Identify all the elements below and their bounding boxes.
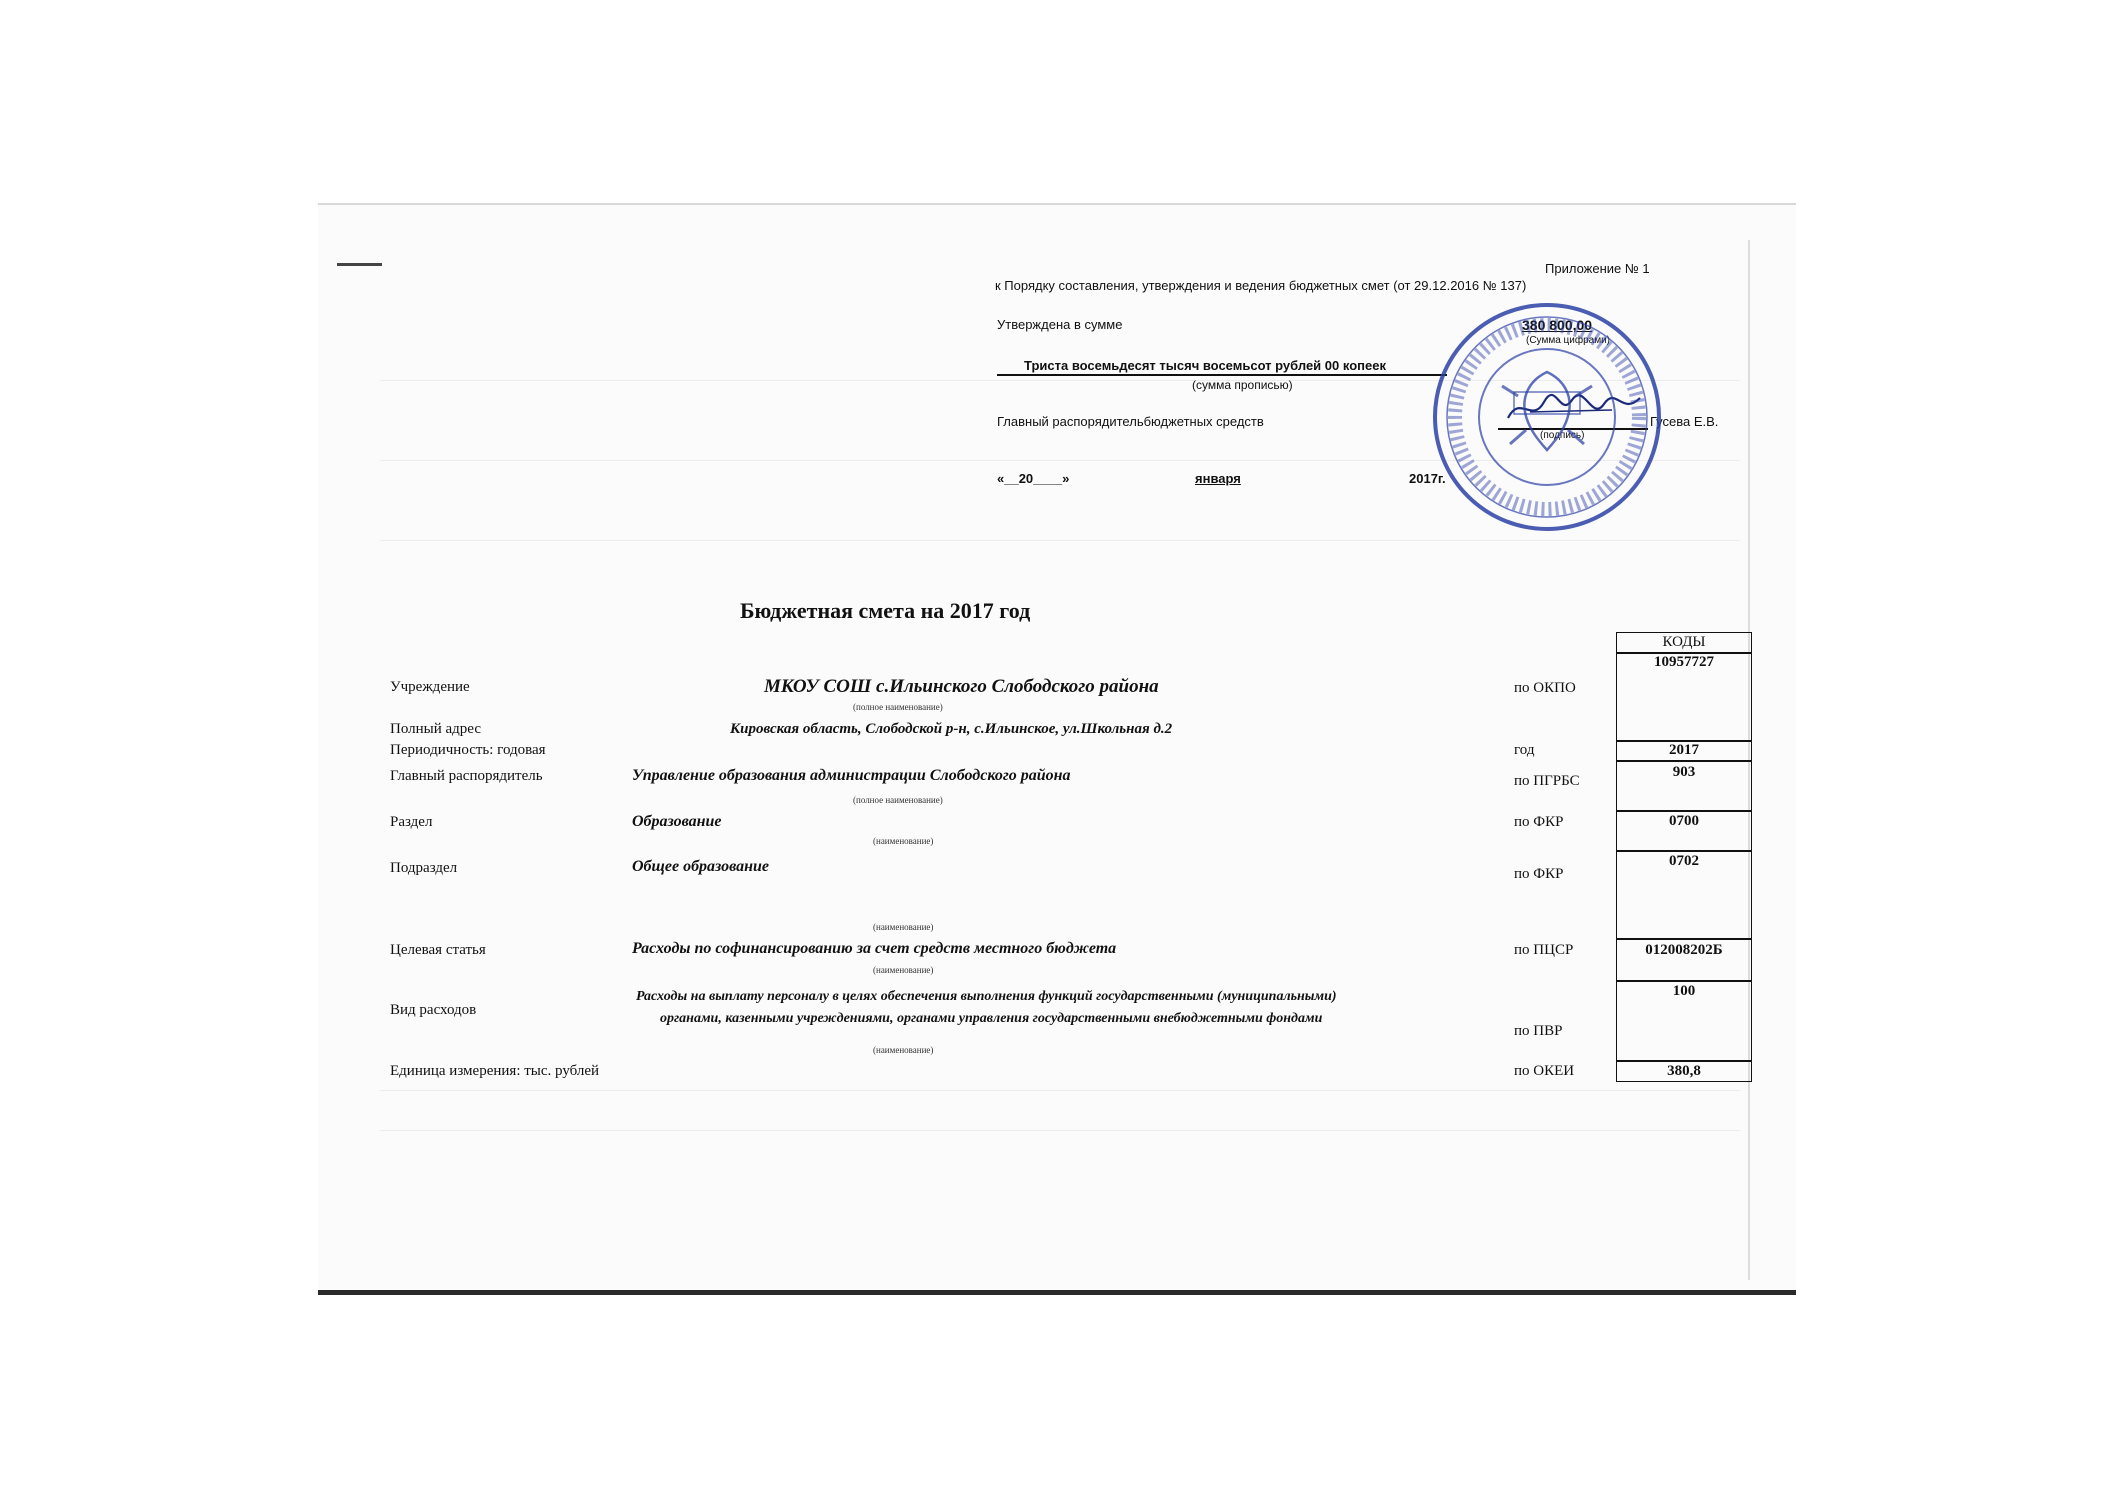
section-value: Образование [632,813,722,830]
subsection-label: Подраздел [390,860,458,876]
codes-divider [1616,810,1752,812]
amount-words-underline [997,374,1447,376]
bleed-line [380,1090,1740,1091]
manager-label: Главный распорядительбюджетных средств [997,414,1264,429]
chief-caption: (полное наименование) [853,795,943,805]
sheet-top-edge [318,203,1796,205]
subsection-caption: (наименование) [873,922,934,932]
code-year: 2017 [1669,742,1699,758]
expense-type-value-line1: Расходы на выплату персоналу в целях обеспечения выполнения функций государственными (муниципальными) [636,989,1337,1004]
institution-caption: (полное наименование) [853,702,943,712]
code-unit: 380,8 [1667,1063,1701,1079]
date-year: 2017г. [1409,471,1446,486]
address-label: Полный адрес [390,721,481,737]
codes-divider [1616,938,1752,940]
expense-type-caption: (наименование) [873,1045,934,1055]
address-value: Кировская область, Слободской р-н, с.Ильинское, ул.Школьная д.2 [730,721,1173,737]
periodicity-code-label: год [1514,742,1535,758]
section-label: Раздел [390,814,433,830]
approval-label: Утверждена в сумме [997,317,1123,332]
codes-divider [1616,850,1752,852]
target-label: Целевая статья [390,942,486,958]
chief-value: Управление образования администрации Слободского района [632,767,1071,784]
institution-code-label: по ОКПО [1514,680,1576,696]
digits-caption: (Сумма цифрами) [1526,335,1610,346]
target-value: Расходы по софинансированию за счет средств местного бюджета [632,940,1117,957]
unit-label: Единица измерения: тыс. рублей [390,1063,600,1079]
section-caption: (наименование) [873,836,934,846]
expense-type-value-line2: органами, казенными учреждениями, органами управления государственными внебюджетными фондами [660,1011,1323,1026]
code-subsection: 0702 [1669,853,1699,869]
section-code-label: по ФКР [1514,814,1564,830]
code-pgrbs: 903 [1672,764,1696,780]
target-code-label: по ПЦСР [1514,942,1574,958]
code-okpo: 10957727 [1654,654,1714,670]
target-caption: (наименование) [873,965,934,975]
signature-caption: (подпись) [1540,430,1585,441]
manager-name: Гусева Е.В. [1650,414,1719,429]
words-caption: (сумма прописью) [1192,378,1293,392]
codes-header: КОДЫ [1662,634,1706,650]
sheet-bottom-edge [318,1290,1796,1295]
institution-name: МКОУ СОШ с.Ильинского Слободского района [764,676,1159,697]
doc-title: Бюджетная смета на 2017 год [740,598,1031,623]
bleed-line [380,540,1740,541]
date-day: «__20____» [997,471,1070,486]
code-section: 0700 [1669,813,1699,829]
expense-type-label: Вид расходов [390,1002,477,1018]
subsection-value: Общее образование [632,858,770,875]
official-seal-icon [1430,300,1664,534]
expense-type-code-label: по ПВР [1514,1023,1563,1039]
unit-code-label: по ОКЕИ [1514,1063,1575,1079]
appendix-subtitle: к Порядку составления, утверждения и ведения бюджетных смет (от 29.12.2016 № 137) [995,278,1527,293]
approval-amount-digits: 380 800,00 [1522,317,1593,333]
appendix-title: Приложение № 1 [1545,261,1650,276]
subsection-code-label: по ФКР [1514,866,1564,882]
chief-label: Главный распорядитель [390,768,543,784]
codes-divider [1616,1060,1752,1062]
periodicity-label: Периодичность: годовая [390,742,546,758]
corner-mark [337,263,382,266]
codes-divider [1616,980,1752,982]
institution-label: Учреждение [390,679,470,695]
approval-amount-words: Триста восемьдесят тысяч восемьсот рублей 00 копеек [1024,358,1386,373]
date-month: января [1195,471,1241,486]
code-expense-type: 100 [1672,983,1696,999]
chief-code-label: по ПГРБС [1514,773,1580,789]
codes-divider [1616,760,1752,762]
code-target: 012008202Б [1645,942,1723,958]
bleed-line [380,1130,1740,1131]
